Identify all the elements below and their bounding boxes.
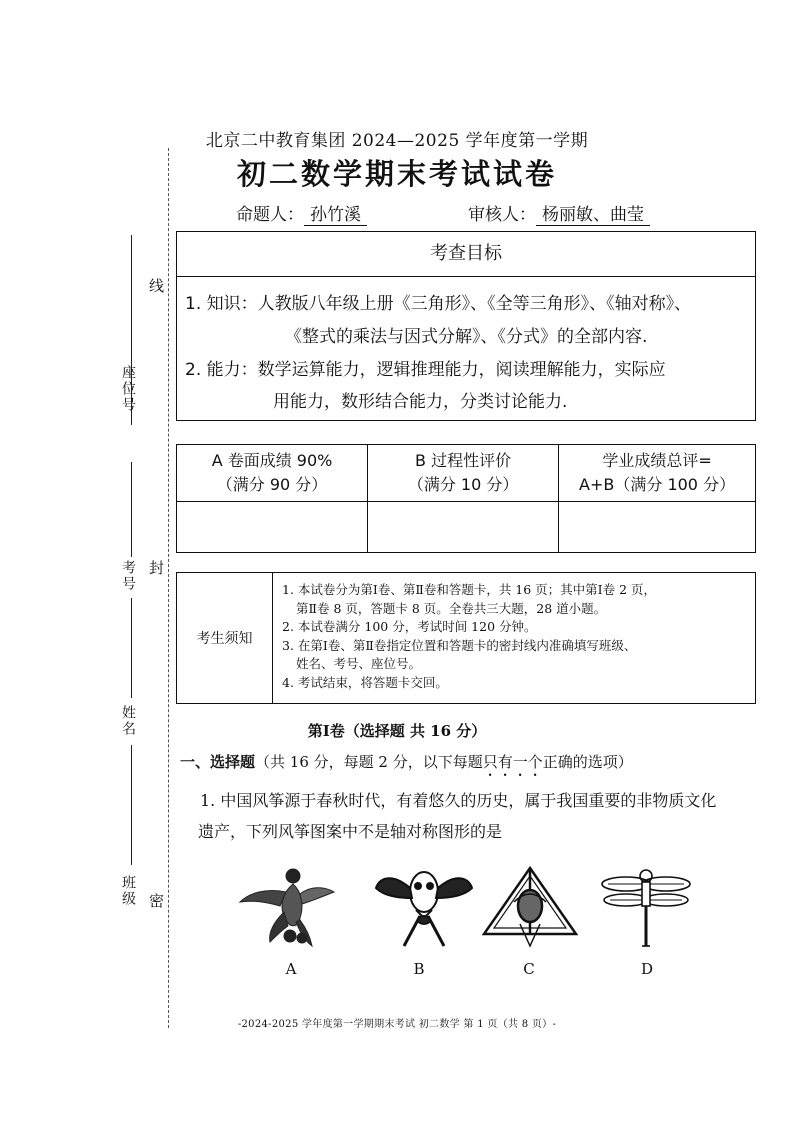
objectives-heading: 考查目标: [177, 232, 755, 277]
option-b-label: B: [413, 960, 425, 978]
seal-feng-char: 封: [147, 560, 165, 575]
objective-2-line-1: 2. 能力：数学运算能力，逻辑推理能力，阅读理解能力，实际应: [185, 360, 666, 380]
class-label: 班级: [120, 875, 136, 907]
notice-line: 4. 考试结束，将答题卡交回。: [282, 674, 448, 690]
seal-dashed-line: [168, 148, 169, 1028]
setter: [236, 200, 367, 226]
option-c-label: C: [523, 960, 535, 978]
part-label: 一、选择题: [180, 753, 256, 771]
triangle-kite-icon[interactable]: [480, 862, 580, 952]
objective-1-line-2: 《整式的乘法与因式分解》、《分式》的全部内容.: [285, 327, 648, 347]
part-one-heading: [180, 751, 633, 780]
part-desc-emphasis: 只有一个: [482, 753, 543, 771]
score-table-header-row: [177, 445, 756, 502]
question-1-line-2: 遗产，下列风筝图案中不是轴对称图形的是: [198, 822, 503, 841]
notice-line: 第Ⅱ卷 8 页，答题卡 8 页。全卷共三大题，28 道小题。: [296, 600, 607, 616]
exam-title: 初二数学期末考试试卷: [236, 157, 557, 191]
notice-label: 考生须知: [177, 573, 273, 703]
notice-list: [282, 581, 656, 692]
page-footer: -2024-2025 学年度第一学期期末考试 初二数学 第 1 页（共 8 页）-: [237, 1019, 557, 1030]
notice-line: 2. 本试卷满分 100 分，考试时间 120 分钟。: [282, 619, 537, 634]
name-blank[interactable]: [131, 598, 132, 698]
score-table-entry-row: [177, 502, 756, 553]
question-1: [200, 785, 740, 847]
score-col-total-line-1: 学业成绩总评=: [602, 451, 712, 470]
setter-name: 孙竹溪: [304, 200, 367, 226]
phoenix-kite-icon[interactable]: [238, 862, 338, 952]
option-a-label: A: [285, 960, 297, 978]
school-line: 北京二中教育集团 2024—2025 学年度第一学期: [205, 131, 589, 151]
score-col-b-line-2: （满分 10 分）: [407, 475, 519, 494]
dragonfly-kite-icon[interactable]: [596, 862, 696, 952]
score-col-total-line-2: A+B（满分 100 分）: [579, 475, 736, 494]
score-table: [176, 444, 756, 553]
notice-line: 姓名、考号、座位号。: [296, 656, 422, 671]
option-d-label: D: [640, 960, 654, 978]
reviewer: [468, 200, 650, 226]
exam-number-label: 考号: [120, 560, 136, 592]
score-col-a-line-2: （满分 90 分）: [216, 475, 328, 494]
seal-mi-char: 密: [147, 893, 165, 908]
objective-2-line-2: 用能力，数形结合能力，分类讨论能力.: [273, 392, 568, 412]
score-a-cell[interactable]: [177, 502, 368, 553]
objectives-box: [176, 231, 756, 421]
class-blank[interactable]: [131, 745, 132, 865]
score-col-a: [177, 445, 368, 502]
score-col-total: [559, 445, 756, 502]
reviewer-label: 审核人：: [468, 205, 536, 225]
setter-label: 命题人：: [236, 205, 304, 225]
score-col-a-line-1: A 卷面成绩 90%: [211, 451, 333, 470]
score-b-cell[interactable]: [368, 502, 559, 553]
candidate-notice-box: [176, 572, 756, 704]
swallow-kite-icon[interactable]: [374, 862, 474, 952]
reviewer-name: 杨丽敏、曲莹: [536, 200, 650, 226]
part-desc-pre: （共 16 分，每题 2 分，以下每题: [255, 753, 483, 771]
notice-line: 3. 在第Ⅰ卷、第Ⅱ卷指定位置和答题卡的密封线内准确填写班级、: [282, 637, 637, 653]
name-label: 姓名: [120, 705, 136, 737]
question-1-line-1: 1. 中国风筝源于春秋时代，有着悠久的历史，属于我国重要的非物质文化: [200, 791, 717, 810]
objective-1-line-1: 1. 知识：人教版八年级上册《三角形》、《全等三角形》、《轴对称》、: [185, 294, 692, 314]
notice-line: 1. 本试卷分为第Ⅰ卷、第Ⅱ卷和答题卡，共 16 页；其中第Ⅰ卷 2 页，: [282, 582, 657, 597]
score-col-b-line-1: B 过程性评价: [415, 451, 512, 470]
score-col-b: [368, 445, 559, 502]
seal-line-char: 线: [147, 278, 165, 293]
seat-number-label: 座位号: [120, 365, 136, 413]
exam-number-blank[interactable]: [131, 462, 132, 557]
part-desc-post: 正确的选项）: [542, 753, 633, 771]
section-title: 第Ⅰ卷（选择题 共 16 分）: [307, 722, 487, 740]
score-total-cell[interactable]: [559, 502, 756, 553]
